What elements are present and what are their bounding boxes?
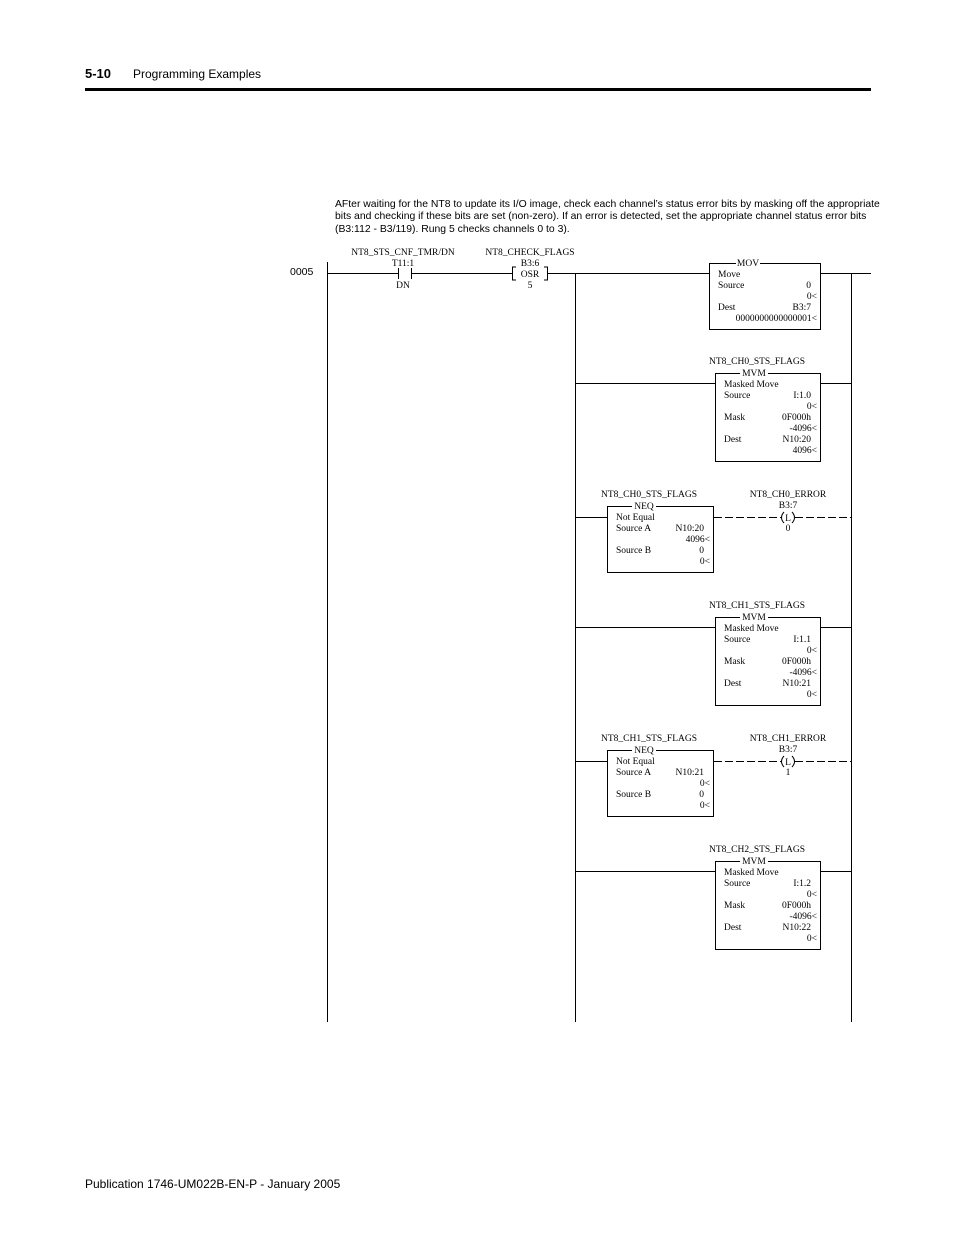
mvm-ch2-mask-value: -4096< bbox=[789, 912, 817, 922]
neq-ch0-a-value: 4096< bbox=[685, 535, 710, 545]
latch-ch0-address: B3:7 bbox=[778, 501, 798, 511]
mov-source-label: Source bbox=[718, 281, 745, 291]
mov-title: MOV bbox=[736, 259, 760, 269]
section-number: 5-10 bbox=[85, 66, 112, 81]
mvm-ch1-dest-label: Dest bbox=[724, 679, 742, 689]
neq-ch1-a: N10:21 bbox=[675, 768, 704, 778]
xic-address: T11:1 bbox=[391, 259, 415, 269]
mvm-ch0-title: MVM bbox=[742, 369, 766, 379]
mvm-ch0-dest: N10:20 bbox=[782, 435, 811, 445]
neq-ch1-title: NEQ bbox=[634, 746, 654, 756]
latch-ch1-bit: 1 bbox=[785, 768, 791, 778]
mvm-ch2-dest-value: 0< bbox=[806, 934, 817, 944]
mov-name: Move bbox=[718, 270, 741, 280]
mvm-ch0-mask-value: -4096< bbox=[789, 424, 817, 434]
neq-ch0-symbol: NT8_CH0_STS_FLAGS bbox=[600, 490, 698, 500]
latch-ch1-address: B3:7 bbox=[778, 745, 798, 755]
mvm-ch2-dest: N10:22 bbox=[782, 923, 811, 933]
neq-ch1-a-value: 0< bbox=[699, 779, 710, 789]
mov-source: 0 bbox=[806, 281, 811, 291]
mvm-ch2-title: MVM bbox=[742, 857, 766, 867]
mvm-ch0-dest-label: Dest bbox=[724, 435, 742, 445]
mov-source-value: 0< bbox=[806, 292, 817, 302]
osr-bit: 5 bbox=[527, 281, 533, 291]
mov-dest: B3:7 bbox=[792, 303, 811, 313]
mvm-ch1-dest-value: 0< bbox=[806, 690, 817, 700]
neq-ch0-b-label: Source B bbox=[616, 546, 652, 556]
neq-ch1-a-label: Source A bbox=[616, 768, 652, 778]
neq-ch1-name: Not Equal bbox=[616, 757, 655, 767]
osr-symbol: NT8_CHECK_FLAGS bbox=[485, 248, 575, 258]
mvm-ch0-mask-label: Mask bbox=[724, 413, 746, 423]
mvm-ch1-dest: N10:21 bbox=[782, 679, 811, 689]
description-line: bits and checking if these bits are set (non-zero). If an error is detected, set the appropriate channel status error bits bbox=[335, 211, 867, 223]
mvm-ch1-title: MVM bbox=[742, 613, 766, 623]
description-line: AFter waiting for the NT8 to update its I/O image, check each channel’s status error bits by masking off the appropriate bbox=[335, 199, 880, 210]
xic-contact bbox=[399, 268, 412, 279]
section-title: Programming Examples bbox=[133, 67, 262, 81]
mvm-ch1-source-label: Source bbox=[724, 635, 751, 645]
osr-label: OSR bbox=[520, 270, 540, 280]
mov-dest-label: Dest bbox=[718, 303, 736, 313]
mvm-ch0-source-value: 0< bbox=[806, 402, 817, 412]
latch-ch0-bit: 0 bbox=[785, 524, 791, 534]
osr-address: B3:6 bbox=[520, 259, 540, 269]
neq-ch0-name: Not Equal bbox=[616, 513, 655, 523]
mvm-ch1-source-value: 0< bbox=[806, 646, 817, 656]
mvm-ch2-name: Masked Move bbox=[724, 868, 779, 878]
mvm-ch1-name: Masked Move bbox=[724, 624, 779, 634]
mvm-ch1-source: I:1.1 bbox=[793, 635, 811, 645]
latch-ch0-symbol: NT8_CH0_ERROR bbox=[749, 490, 827, 500]
mvm-ch2-source-label: Source bbox=[724, 879, 751, 889]
latch-ch0-label: L bbox=[785, 514, 791, 524]
xic-bit: DN bbox=[396, 281, 410, 291]
mvm-ch1-mask-value: -4096< bbox=[789, 668, 817, 678]
neq-ch0-a-label: Source A bbox=[616, 524, 652, 534]
neq-ch1-symbol: NT8_CH1_STS_FLAGS bbox=[600, 734, 698, 744]
mvm-ch0-mask: 0F000h bbox=[781, 413, 811, 423]
neq-ch1-b-value: 0< bbox=[699, 801, 710, 811]
neq-ch0-b-value: 0< bbox=[699, 557, 710, 567]
mvm-ch2-dest-label: Dest bbox=[724, 923, 742, 933]
mvm-ch0-symbol: NT8_CH0_STS_FLAGS bbox=[708, 357, 806, 367]
mvm-ch0-source: I:1.0 bbox=[793, 391, 811, 401]
latch-ch1-label: L bbox=[785, 758, 791, 768]
mvm-ch1-mask: 0F000h bbox=[781, 657, 811, 667]
rung-number: 0005 bbox=[290, 266, 314, 278]
mvm-ch0-name: Masked Move bbox=[724, 380, 779, 390]
neq-ch0-a: N10:20 bbox=[675, 524, 704, 534]
mvm-ch2-symbol: NT8_CH2_STS_FLAGS bbox=[708, 845, 806, 855]
description-line: (B3:112 - B3/119). Rung 5 checks channels 0 to 3). bbox=[335, 223, 570, 235]
mvm-ch1-mask-label: Mask bbox=[724, 657, 746, 667]
neq-ch0-title: NEQ bbox=[634, 502, 654, 512]
mvm-ch1-symbol: NT8_CH1_STS_FLAGS bbox=[708, 601, 806, 611]
mov-dest-value: 0000000000000001< bbox=[735, 314, 817, 324]
xic-symbol: NT8_STS_CNF_TMR/DN bbox=[351, 248, 455, 258]
publication-footer: Publication 1746-UM022B-EN-P - January 2005 bbox=[85, 1177, 341, 1191]
mvm-ch2-mask: 0F000h bbox=[781, 901, 811, 911]
mvm-ch0-dest-value: 4096< bbox=[792, 446, 817, 456]
neq-ch0-b: 0 bbox=[699, 546, 704, 556]
mvm-ch2-mask-label: Mask bbox=[724, 901, 746, 911]
neq-ch1-b: 0 bbox=[699, 790, 704, 800]
mvm-ch2-source: I:1.2 bbox=[793, 879, 811, 889]
mvm-ch0-source-label: Source bbox=[724, 391, 751, 401]
neq-ch1-b-label: Source B bbox=[616, 790, 652, 800]
mvm-ch2-source-value: 0< bbox=[806, 890, 817, 900]
latch-ch1-symbol: NT8_CH1_ERROR bbox=[749, 734, 827, 744]
